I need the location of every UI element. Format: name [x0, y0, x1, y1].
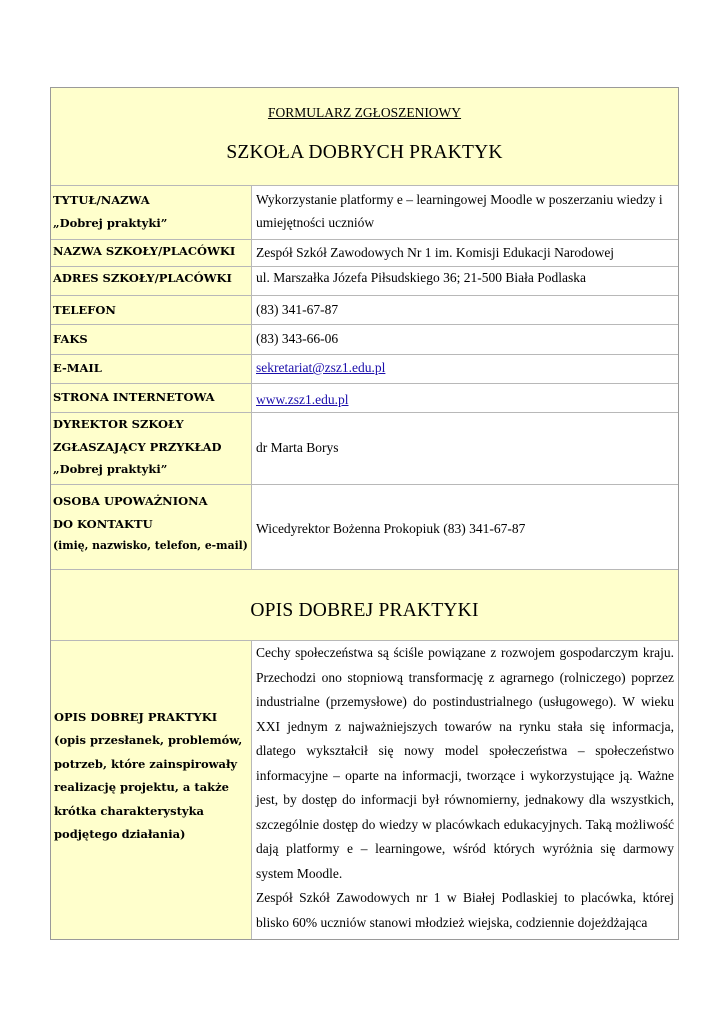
- value-phone: (83) 341-67-87: [256, 302, 339, 317]
- website-link[interactable]: www.zsz1.edu.pl: [256, 392, 349, 407]
- label-fax: FAKS: [51, 325, 252, 354]
- row-email: [51, 355, 678, 384]
- value-description: [252, 641, 678, 939]
- value-director: dr Marta Borys: [256, 440, 339, 456]
- label-title: TYTUŁ/NAZWA „Dobrej praktyki”: [51, 186, 252, 239]
- section-title: OPIS DOBREJ PRAKTYKI: [250, 600, 479, 621]
- label-email: E-MAIL: [51, 355, 252, 383]
- row-school-name: [51, 240, 678, 267]
- value-email: [252, 355, 678, 383]
- value-school-name: Zespół Szkół Zawodowych Nr 1 im. Komisji Edukacji Narodowej: [256, 245, 615, 260]
- email-link[interactable]: sekretariat@zsz1.edu.pl: [256, 360, 386, 375]
- section-header: [51, 570, 678, 641]
- label-website: STRONA INTERNETOWA: [51, 384, 252, 412]
- label-description: OPIS DOBREJ PRAKTYKI (opis przesłanek, problemów, potrzeb, które zainspirowały realizację projektu, a także krótka charakterystyka podjętego działania): [51, 641, 252, 939]
- row-school-address: [51, 267, 678, 296]
- value-school-address: ul. Marszałka Józefa Piłsudskiego 36; 21-500 Biała Podlaska: [256, 270, 586, 285]
- row-website: [51, 384, 678, 413]
- row-phone: [51, 296, 678, 325]
- row-description: [51, 641, 678, 940]
- row-title: [51, 186, 678, 240]
- row-contact-person: [51, 485, 678, 570]
- form-header-small: FORMULARZ ZGŁOSZENIOWY: [267, 105, 462, 120]
- label-contact-person: OSOBA UPOWAŻNIONA DO KONTAKTU (imię, nazwisko, telefon, e-mail): [51, 485, 252, 569]
- row-director: [51, 413, 678, 485]
- label-director: DYREKTOR SZKOŁY ZGŁASZAJĄCY PRZYKŁAD „Dobrej praktyki”: [51, 413, 252, 484]
- row-fax: [51, 325, 678, 355]
- label-phone: TELEFON: [51, 296, 252, 324]
- label-school-name: NAZWA SZKOŁY/PLACÓWKI: [51, 240, 252, 266]
- description-paragraph-2: Zespół Szkół Zawodowych nr 1 w Białej Podlaskiej to placówka, której blisko 60% uczniów stanowi młodzież wiejska, codziennie dojeżdżająca: [256, 890, 674, 930]
- description-paragraph-1: Cechy społeczeństwa są ściśle powiązane z rozwojem gospodarczym kraju. Przechodzi ono stopniową transformację z agrarnego (rolniczego) poprzez industrialne (przemysłowe) do postindustrialnego (usługowego). W wieku XXI jednym z najważniejszych towarów na rynku stała się informacja, dlatego wykształcił się nowy model społeczeństwa – społeczeństwo informacyjne – oparte na informacji, tworzące i wykorzystujące ją. Ważne jest, by dostęp do informacji był równomierny, jednakowy dla wszystkich, szczególnie dostęp do wiedzy w placówkach edukacyjnych. Taką możliwość dają platformy e – learningowe, wśród których wyróżnia się darmowy system Moodle.: [256, 645, 674, 881]
- value-contact-person: Wicedyrektor Bożenna Prokopiuk (83) 341-67-87: [256, 520, 526, 536]
- form-title: SZKOŁA DOBRYCH PRAKTYK: [226, 142, 503, 163]
- value-fax: (83) 343-66-06: [256, 331, 339, 346]
- application-form: [50, 87, 679, 940]
- label-school-address: ADRES SZKOŁY/PLACÓWKI: [51, 267, 252, 295]
- value-title: Wykorzystanie platformy e – learningowej Moodle w poszerzaniu wiedzy i umiejętności uczniów: [256, 192, 663, 230]
- value-website: [252, 384, 678, 412]
- form-header: [51, 88, 678, 186]
